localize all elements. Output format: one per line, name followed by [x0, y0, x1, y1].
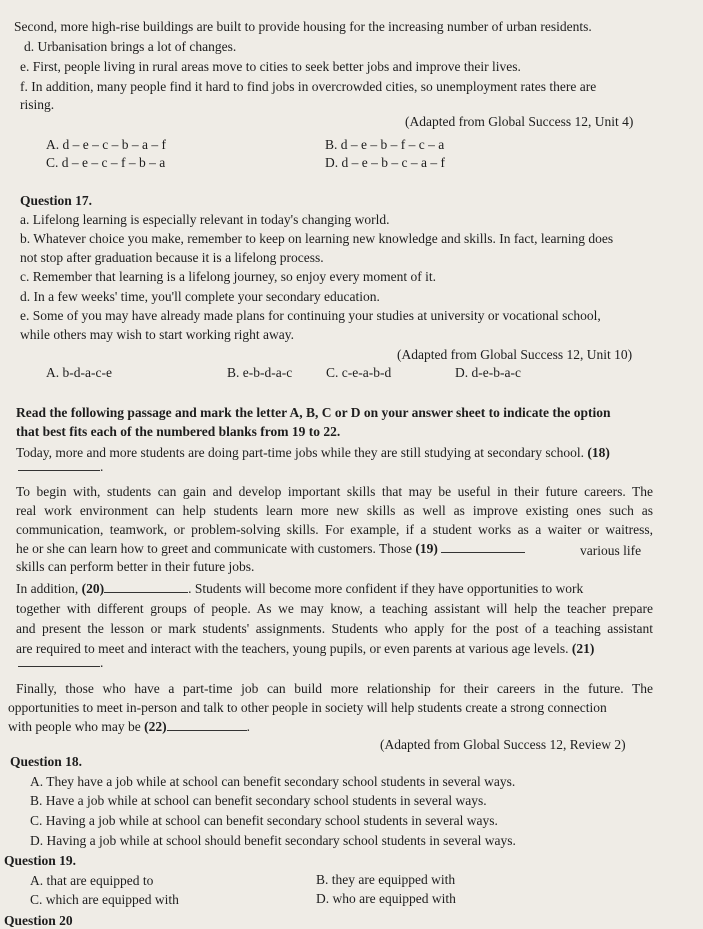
q19-option-c[interactable]: C. which are equipped with	[30, 892, 179, 907]
blank-18[interactable]	[18, 458, 100, 471]
passage-p3-line1	[16, 580, 583, 597]
blank-19[interactable]	[441, 540, 525, 553]
passage-p4-line1: Finally, those who have a part-time job can build more relationship for their careers in the future. The	[16, 681, 653, 696]
q19-option-b[interactable]: B. they are equipped with	[316, 872, 456, 887]
q17-item-a: a. Lifelong learning is especially relevant in today's changing world.	[20, 212, 390, 227]
item-f-line1: f. In addition, many people find it hard to find jobs in overcrowded cities, so unemployment rates there are	[20, 79, 597, 94]
source-unit4: (Adapted from Global Success 12, Unit 4)	[405, 114, 634, 129]
item-e: e. First, people living in rural areas move to cities to seek better jobs and improve their lives.	[20, 59, 521, 74]
blank-22-number: (22)	[144, 719, 167, 734]
question-18-title: Question 18.	[10, 754, 83, 769]
q18-option-b[interactable]: B. Have a job while at school can benefit secondary school students in several ways.	[30, 793, 487, 808]
blank-21-dot: .	[100, 655, 104, 670]
passage-p3-line2: together with different groups of people. As we may know, a teaching assistant will help the teacher prepare	[16, 601, 653, 616]
passage-instruction-line2: that best fits each of the numbered blanks from 19 to 22.	[16, 424, 341, 439]
source-review2: (Adapted from Global Success 12, Review 2)	[380, 737, 626, 752]
q19-option-d[interactable]: D. who are equipped with	[316, 891, 456, 906]
passage-instruction-line1: Read the following passage and mark the letter A, B, C or D on your answer sheet to indicate the option	[16, 405, 611, 420]
question-19-title: Question 19.	[4, 853, 77, 868]
q17-item-e-line1: e. Some of you may have already made plans for continuing your studies at university or vocational school,	[20, 308, 601, 323]
blank-22[interactable]	[167, 718, 247, 731]
q18-option-a[interactable]: A. They have a job while at school can benefit secondary school students in several ways.	[30, 774, 516, 789]
passage-p3-line5	[18, 654, 103, 671]
question-17-title: Question 17.	[20, 193, 93, 208]
q17-option-b[interactable]: B. e-b-d-a-c	[227, 365, 293, 380]
passage-p2-line4-tail: various life	[580, 543, 642, 558]
passage-p4-line3-text: with people who may be	[8, 719, 141, 734]
passage-p2-line4-text: he or she can learn how to greet and communicate with customers. Those	[16, 541, 413, 556]
q17-option-c[interactable]: C. c-e-a-b-d	[326, 365, 392, 380]
option-b[interactable]: B. d – e – b – f – c – a	[325, 137, 445, 152]
blank-21[interactable]	[18, 654, 100, 667]
option-c[interactable]: C. d – e – c – f – b – a	[46, 155, 166, 170]
passage-p1-line2	[18, 458, 103, 475]
passage-p3-line1-tail: . Students will become more confident if they have opportunities to work	[188, 581, 584, 596]
item-d: d. Urbanisation brings a lot of changes.	[24, 39, 237, 54]
q17-item-b-line2: not stop after graduation because it is a lifelong process.	[20, 250, 324, 265]
passage-p4-line2: opportunities to meet in-person and talk to other people in society will help students create a strong connection	[8, 700, 607, 715]
q17-option-d[interactable]: D. d-e-b-a-c	[455, 365, 521, 380]
passage-p2-line1: To begin with, students can gain and develop important skills that may be useful in their future careers. The	[16, 484, 653, 499]
q17-item-b-line1: b. Whatever choice you make, remember to keep on learning new knowledge and skills. In fact, learning does	[20, 231, 614, 246]
q19-option-a[interactable]: A. that are equipped to	[30, 873, 154, 888]
passage-p3-line1-text: In addition,	[16, 581, 79, 596]
blank-21-number: (21)	[571, 641, 595, 656]
blank-18-number: (18)	[587, 445, 610, 460]
passage-p1-text: Today, more and more students are doing part-time jobs while they are still studying at secondary school.	[16, 445, 585, 460]
passage-p3-line3: and present the lesson or mark students' assignments. Students who apply for the post of a teaching assistant	[16, 621, 653, 636]
q18-option-c[interactable]: C. Having a job while at school can benefit secondary school students in several ways.	[30, 813, 498, 828]
question-20-title: Question 20	[4, 913, 73, 928]
passage-p1-line1	[16, 444, 610, 461]
item-b: Second, more high-rise buildings are built to provide housing for the increasing number of urban residents.	[14, 19, 592, 34]
source-unit10: (Adapted from Global Success 12, Unit 10)	[397, 347, 633, 362]
option-d[interactable]: D. d – e – b – c – a – f	[325, 155, 445, 170]
item-f-line2: rising.	[20, 97, 55, 112]
q17-item-c: c. Remember that learning is a lifelong journey, so enjoy every moment of it.	[20, 269, 437, 284]
blank-20[interactable]	[104, 580, 188, 593]
q17-option-a[interactable]: A. b-d-a-c-e	[46, 365, 112, 380]
blank-18-dot: .	[100, 459, 104, 474]
q17-item-d: d. In a few weeks' time, you'll complete your secondary education.	[20, 289, 380, 304]
q18-option-d[interactable]: D. Having a job while at school should benefit secondary school students in several ways.	[30, 833, 516, 848]
passage-p4-line3	[8, 718, 250, 735]
passage-p2-line4	[16, 540, 525, 557]
blank-20-number: (20)	[81, 581, 105, 596]
passage-p2-line2: real work environment can help students learn more new skills as well as improve existing ones such as	[16, 503, 653, 518]
q17-item-e-line2: while others may wish to start working right away.	[20, 327, 294, 342]
option-a[interactable]: A. d – e – c – b – a – f	[46, 137, 166, 152]
passage-p2-line5: skills can perform better in their future jobs.	[16, 559, 255, 574]
blank-22-dot: .	[246, 719, 250, 734]
passage-p3-line4-text: are required to meet and interact with the teachers, young pupils, or even parents at various age levels.	[16, 641, 569, 656]
blank-19-number: (19)	[415, 541, 438, 556]
passage-p2-line3: communication, teamwork, or problem-solving skills. For example, if a student works as a waiter or waitress,	[16, 522, 653, 537]
